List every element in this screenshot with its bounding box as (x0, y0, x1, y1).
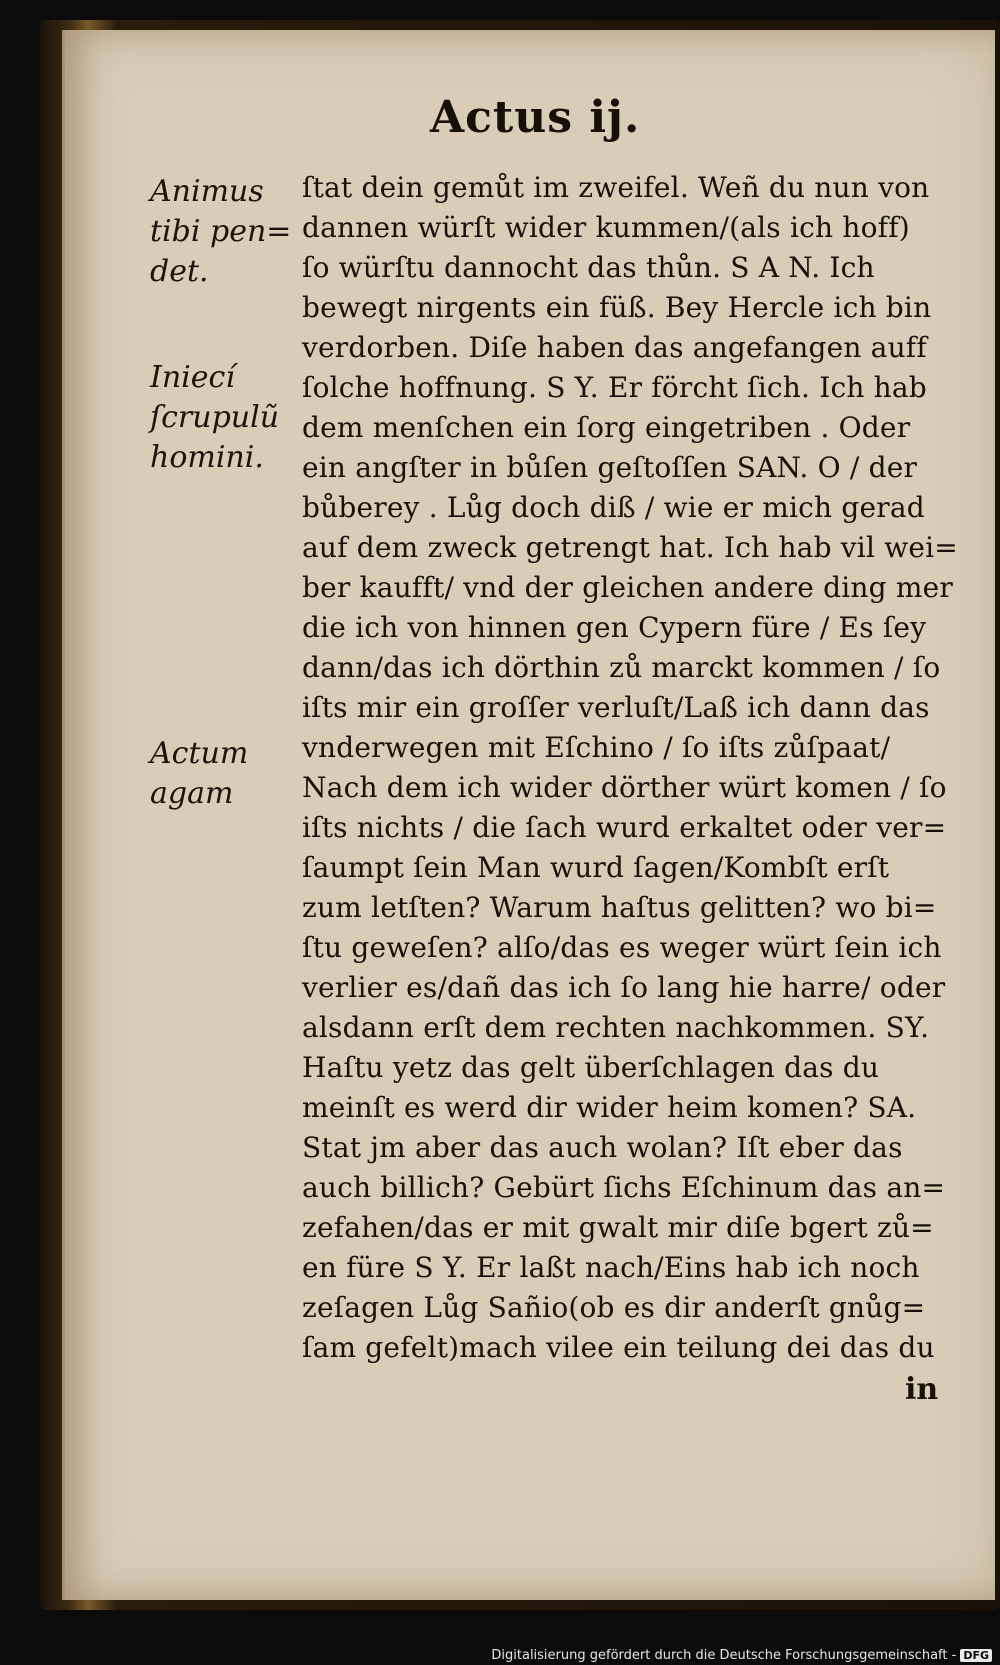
text-line: bůberey . Lůg doch diß / wie er mich gerad (302, 491, 925, 524)
text-line: alsdann erſt dem rechten nachkommen. SY. (302, 1011, 930, 1044)
text-line: Haſtu yetz das gelt überſchlagen das du (302, 1051, 880, 1084)
text-line: auch billich? Gebürt ſichs Eſchinum das an= (302, 1171, 946, 1204)
margin-note-line: ſcrupulũ (150, 400, 280, 435)
text-line: ſaumpt ſein Man wurd ſagen/Kombſt erſt (302, 851, 890, 884)
text-line: ſam gefelt)mach vilee ein teilung dei das du (302, 1331, 935, 1364)
catchword: in (905, 1372, 939, 1407)
text-line: Nach dem ich wider dörther würt komen / ſo (302, 771, 947, 804)
text-line: die ich von hinnen gen Cypern füre / Es ſey (302, 611, 927, 644)
text-line: en füre S Y. Er laßt nach/Eins hab ich noch (302, 1251, 920, 1284)
margin-note-line: Actum (150, 736, 249, 771)
text-line: ſo würſtu dannocht das thůn. S A N. Ich (302, 251, 875, 284)
dfg-logo-icon: DFG (960, 1649, 992, 1662)
body-text (302, 168, 958, 1368)
footer-credit (491, 1648, 992, 1663)
text-line: dann/das ich dörthin zů marckt kommen / ſo (302, 651, 941, 684)
text-line: ber kaufft/ vnd der gleichen andere ding mer (302, 571, 953, 604)
margin-note-line: agam (150, 776, 234, 811)
margin-note-line: Animus (150, 174, 264, 209)
margin-note-inieci (150, 358, 279, 478)
text-line: ſtat dein gemůt im zweifel. Weñ du nun von (302, 171, 930, 204)
footer-text: Digitalisierung gefördert durch die Deutsche Forschungsgemeinschaft - (491, 1648, 957, 1663)
text-line: dem menſchen ein ſorg eingetriben . Oder (302, 411, 911, 444)
text-line: iſts nichts / die ſach wurd erkaltet oder ver= (302, 811, 947, 844)
margin-note-line: det. (150, 254, 209, 289)
text-line: bewegt nirgents ein füß. Bey Hercle ich bin (302, 291, 932, 324)
running-header: Actus ij. (430, 92, 641, 143)
text-line: zefahen/das er mit gwalt mir diſe bgert zů= (302, 1211, 934, 1244)
text-line: verlier es/dañ das ich ſo lang hie harre/ oder (302, 971, 946, 1004)
text-line: auf dem zweck getrengt hat. Ich hab vil wei= (302, 531, 958, 564)
text-line: ſolche hoffnung. S Y. Er förcht ſich. Ich hab (302, 371, 927, 404)
text-line: ein angſter in bůſen geſtoſſen SAN. O / der (302, 451, 918, 484)
text-line: verdorben. Diſe haben das angefangen auff (302, 331, 927, 364)
text-line: dannen würſt wider kummen/(als ich hoff) (302, 211, 910, 244)
text-line: meinſt es werd dir wider heim komen? SA. (302, 1091, 917, 1124)
text-line: iſts mir ein groſſer verluſt/Laß ich dann das (302, 691, 930, 724)
margin-note-animus (150, 172, 291, 292)
text-line: zum letſten? Warum haſtus gelitten? wo bi= (302, 891, 937, 924)
text-line: ſtu geweſen? alſo/das es weger würt ſein ich (302, 931, 942, 964)
margin-note-line: tibi pen= (150, 214, 292, 249)
text-line: zeſagen Lůg Sañio(ob es dir anderſt gnůg= (302, 1291, 926, 1324)
text-line: vnderwegen mit Eſchino / ſo iſts zůſpaat/ (302, 731, 891, 764)
margin-note-actum (150, 734, 248, 814)
margin-note-line: Iniecí (150, 360, 235, 395)
text-line: Stat jm aber das auch wolan? Iſt eber das (302, 1131, 903, 1164)
margin-note-line: homini. (150, 440, 264, 475)
